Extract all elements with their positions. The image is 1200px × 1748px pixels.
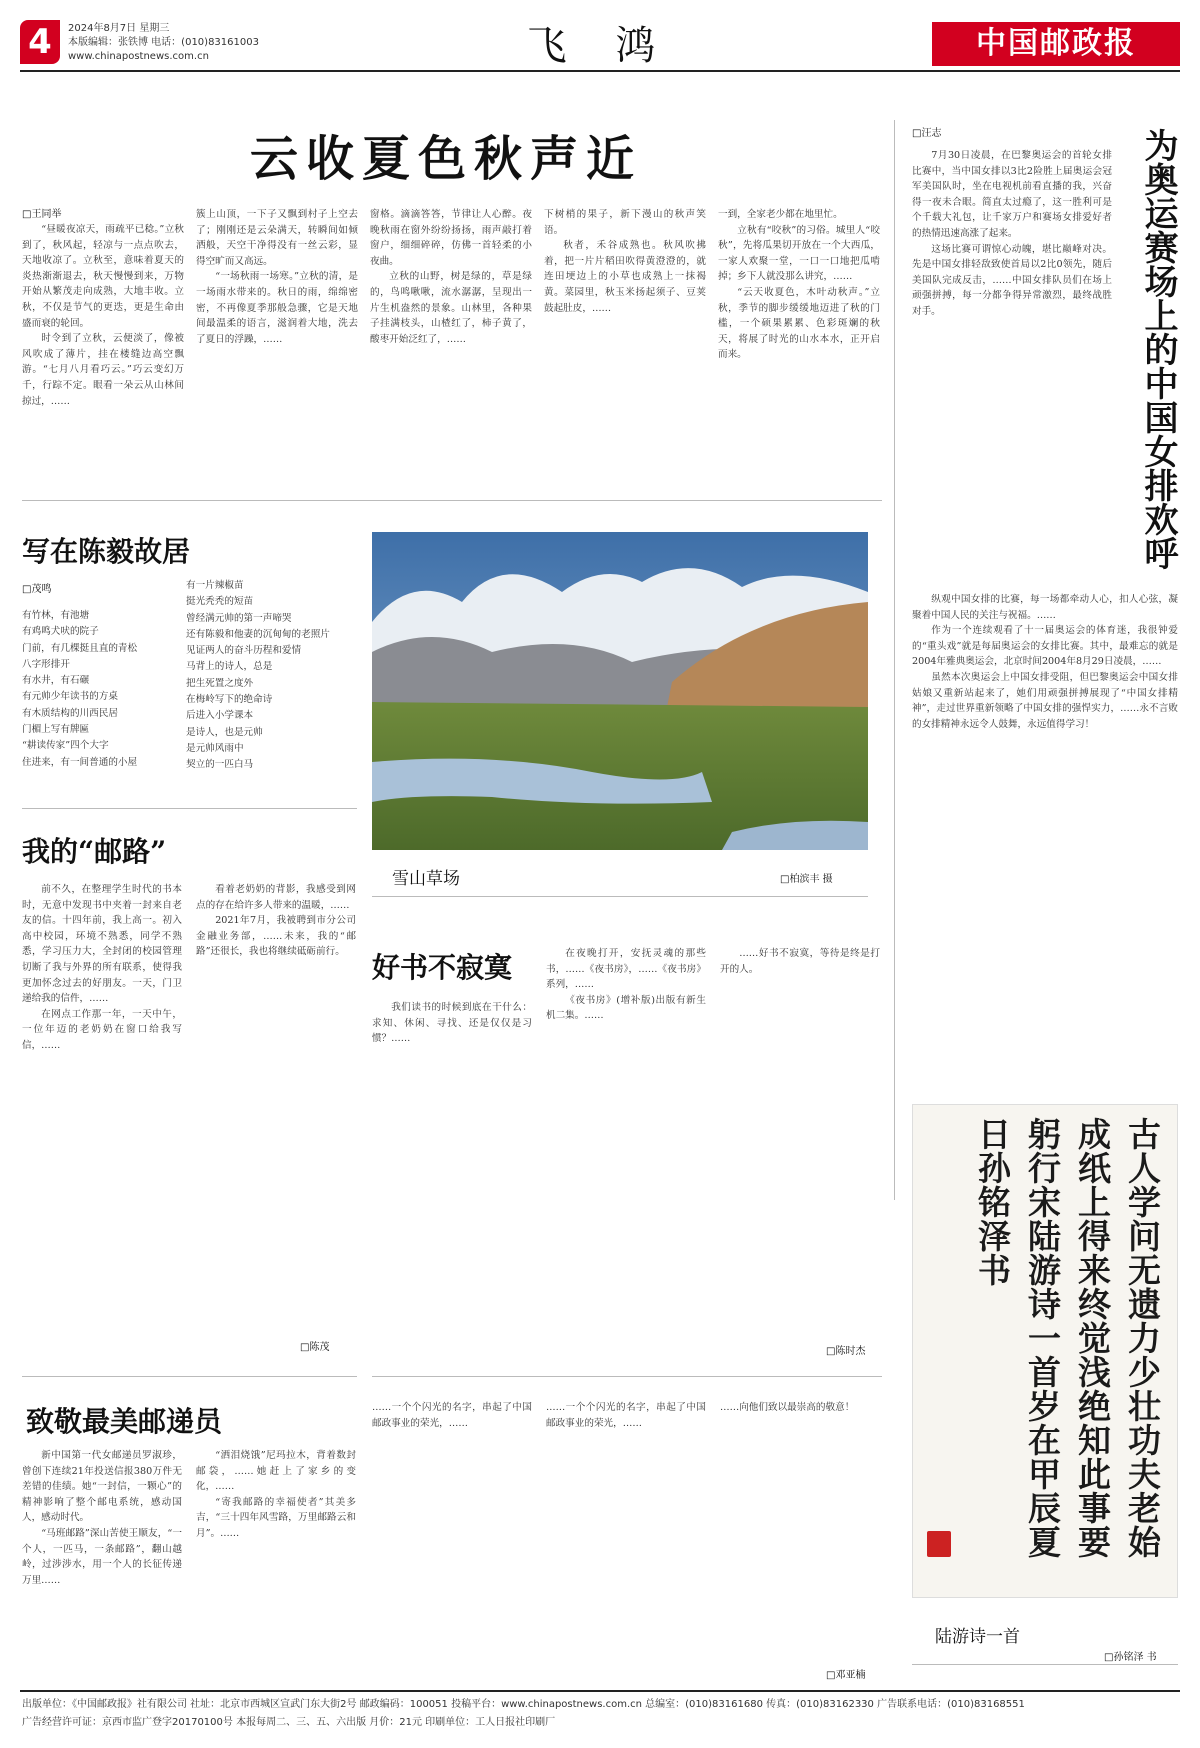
poem-line: 是诗人，也是元帅 [186,726,263,738]
byline: □王同举 [22,209,62,220]
poem-line: 门前，有几棵挺且直的青松 [22,642,138,654]
date-line: 2024年8月7日 星期三 [68,23,170,34]
calligraphy-caption: 陆游诗一首 [935,1627,1020,1647]
page-number-badge [20,20,60,64]
header-rule [20,70,1180,72]
article-title: 云收夏色秋声近 [250,131,643,187]
paragraph: 7月30日凌晨，在巴黎奥运会的首轮女排比赛中，当中国女排以3比2险胜上届奥运会冠军美国队时，坐在电视机前看直播的我，兴奋得一夜未合眼。简直太过瘾了，这一胜利可是个千载大礼包，让千家万户和赛场女排爱好者的热情迅速高涨了起来。 [912,150,1112,239]
poem-line: 八字形排开 [22,658,70,670]
poem-line: 把生死置之度外 [186,677,254,689]
paragraph: 纵观中国女排的比赛，每一场都牵动人心，扣人心弦，凝聚着中国人民的关注与祝福。…… [912,594,1178,621]
divider [912,1664,1178,1665]
paragraph: 《夜书房》(增补版)出版有新生机二集。…… [546,994,706,1022]
poem-line: 有元帅少年读书的方桌 [22,691,118,703]
a6-col-2 [196,1448,356,1682]
a6-col-4 [546,1400,706,1682]
poem-line: 挺光秃秃的短苗 [186,596,254,608]
article-title-vertical: 为奥运赛场上的中国女排欢呼 [1138,128,1178,570]
divider [22,808,357,809]
paragraph: 立秋有“咬秋”的习俗。城里人“咬秋”，先将瓜果切开放在一个大西瓜，一家人欢聚一堂，一口一口地把瓜啃掉；乡下人就没那么讲究，…… [718,224,880,283]
poem-line: 马背上的诗人，总是 [186,661,273,673]
calligraphy-credit: □孙铭泽 书 [1104,1652,1157,1663]
poem-line: 后进入小学课本 [186,710,254,722]
poem-line: 有鸡鸣犬吠的院子 [22,626,99,638]
article-title: 我的“邮路” [22,835,167,868]
paragraph: “马班邮路”深山苦使王顺友，“一个人，一匹马，一条邮路”，翻山越岭，过涉涉水，用一个人的长征传递万里…… [22,1527,182,1586]
poem-column-2 [186,578,356,774]
page-number: 4 [28,22,52,62]
divider [22,1376,357,1377]
paragraph: ……一个个闪光的名字，串起了中国邮政事业的荣光，…… [372,1402,532,1429]
paragraph: “洒泪烧饿”尼玛拉木，背着数封邮袋，……她赶上了家乡的变化，…… [196,1450,356,1493]
paragraph: “昼暖夜凉天，雨疏平已稔。”立秋到了，秋风起，轻凉与一点点吹去，天地收凉了。立秋至，意味着夏天的炎热渐渐退去，秋天慢慢到来，万物开始从繁茂走向成熟，大地丰收。立秋，不仅是节气的更迭，更是生命由盛而衰的轮回。 [22,224,184,329]
a6-col-3 [372,1400,532,1682]
seal-stamp [927,1531,951,1557]
editor-line: 本版编辑：张铁博 电话：(010)83161003 [68,37,259,48]
a6-col-5 [720,1400,880,1666]
a2-col-1 [912,148,1112,588]
paragraph: 我们读书的时候到底在干什么：求知、休闲、寻找、还是仅仅是习惯？…… [372,1002,532,1045]
paragraph: 前不久，在整理学生时代的书本时，无意中发现书中夹着一封来自老友的信。十四年前，我上高一。初入高中校园，环境不熟悉，同学不熟悉，学习压力大，全封闭的校园管理切断了我与外界的所有联系，使得我更加怀念过去的好朋友。一天，门卫递给我的信件，…… [22,884,182,1005]
footer-line-2: 广告经营许可证：京西市监广登字20170100号 本报每周二、三、五、六出版 月价：21元 印刷单位：工人日报社印刷厂 [22,1717,556,1728]
paragraph: 立秋的山野，树是绿的，草是绿的，鸟鸣啾啾，流水潺潺，呈现出一片生机盎然的景象。山林里，各种果子挂满枝头，山楂红了，柿子黄了，酸枣开始泛红了，…… [370,271,532,345]
divider [894,120,895,1200]
paragraph: 这场比赛可谓惊心动魄，堪比巅峰对决。先是中国女排轻敌致使首局以2比0领先，随后美国队完成反击，……中国女排队员们在场上顽强拼搏，每一分都争得异常激烈，最终战胜对手。 [912,243,1112,317]
article-title: 写在陈毅故居 [22,535,191,568]
byline: □茂鸣 [22,584,52,595]
paragraph: 窗格。滴滴答答，节律让人心醉。夜晚秋雨在窗外纷纷扬扬，雨声敲打着窗户，细细碎碎，仿佛一首轻柔的小夜曲。 [370,209,532,267]
landscape-photo [372,532,868,850]
calligraphy-artwork [912,1104,1178,1598]
poem-line: 门楣上写有牌匾 [22,724,90,736]
footer-line-1: 出版单位：《中国邮政报》社有限公司 社址：北京市西城区宣武门东大街2号 邮政编码：100051 投稿平台：www.chinapostnews.com.cn 总编室：(010)83161680 传真：(010)83162330 广告联系电话：(010)83168551 [22,1699,1025,1710]
paper-name: 中国邮政报 [932,22,1180,66]
divider [22,500,882,501]
paragraph: 下树梢的果子，新下漫山的秋声笑语。 [544,209,706,236]
website[interactable]: www.chinapostnews.com.cn [68,51,209,62]
a5-col-1 [372,1000,532,1360]
a5-col-2 [546,946,706,1360]
byline: □陈时杰 [826,1346,866,1357]
poem-line: 是元帅风雨中 [186,742,244,754]
paragraph: 一到，全家老少都在地里忙。 [718,209,843,220]
poem-column-1 [22,608,182,771]
poem-line: “耕读传家”四个大字 [22,740,109,752]
a1-col-3 [370,207,532,484]
byline: □陈茂 [300,1342,330,1353]
paragraph: 作为一个连续观看了十一届奥运会的体育迷，我很钟爱的“重头戏”就是每届奥运会的女排比赛。其中，最难忘的就是2004年雅典奥运会，北京时间2004年8月29日凌晨，…… [912,625,1178,668]
paragraph: “寄我邮路的幸福使者”其美多吉，“三十四年风雪路，万里邮路云和月”。…… [196,1496,356,1539]
poem-line: 有一片辣椒苗 [186,580,244,591]
a1-col-2 [196,207,358,484]
poem-line: 有水井，有石碾 [22,675,90,687]
article-title: 好书不寂寞 [372,951,513,984]
paragraph: ……好书不寂寞，等待是终是打开的人。 [720,948,880,975]
header-info [68,22,259,64]
paragraph: ……向他们致以最崇高的敬意！ [720,1402,855,1413]
footer-rule [20,1690,1180,1692]
photo-credit: □柏滨丰 摄 [780,874,833,885]
poem-line: 曾经满元帅的第一声啼哭 [186,612,292,624]
paragraph: 秋者，禾谷成熟也。秋风吹拂着，把一片片稻田吹得黄澄澄的，就连田埂边上的小草也成熟上一抹褐黄。菜园里，秋玉米扬起须子、豆荚鼓起肚皮，…… [544,240,706,314]
divider [372,1376,882,1377]
a1-col-5 [718,207,880,484]
paragraph: “一场秋雨一场寒。”立秋的清，是一场雨水带来的。秋日的雨，绵绵密密，不再像夏季那般急骤，它是天地间最温柔的语言，滋润着大地，洗去了夏日的浮躁，…… [196,271,358,345]
a1-col-4 [544,207,706,484]
a4-col-1 [22,882,182,1352]
paragraph: 在夜晚打开，安抚灵魂的那些书，……《夜书房》，……《夜书房》系列，…… [546,948,706,991]
photo-caption: 雪山草场 [392,869,460,889]
a6-col-1 [22,1448,182,1682]
article-title: 致敬最美邮递员 [26,1405,223,1438]
poem-line: 住进来，有一间普通的小屋 [22,756,138,768]
calligraphy-text: 古人学问无遗力少壮功夫老始成纸上得来终觉浅绝知此事要躬行宋陆游诗一首岁在甲辰夏日孙铭泽书 [973,1117,1162,1559]
poem-line: 在梅岭写下的绝命诗 [186,694,273,706]
divider [372,896,868,897]
byline: □汪志 [912,128,942,139]
paragraph: 在网点工作那一年，一天中午，一位年迈的老奶奶在窗口给我写信，…… [22,1008,182,1051]
poem-line: 有木质结构的川西民居 [22,707,118,719]
poem-line: 契立的一匹白马 [186,759,254,771]
paragraph: 虽然本次奥运会上中国女排受阻，但巴黎奥运会中国女排姑娘又重新站起来了，她们用顽强拼搏展现了“中国女排精神”，走过世界重新领略了中国女排的强悍实力，……永不言败的女排精神永远令人鼓舞，永远值得学习！ [912,671,1178,730]
a1-col-1 [22,222,184,484]
paragraph: “云天收夏色，木叶动秋声。”立秋，季节的脚步缓缓地迈进了秋的门槛，一个硕果累累、色彩斑斓的秋天，将展了时光的山水本水，正开启而来。 [718,286,880,361]
paragraph: 2021年7月，我被聘到市分公司金融业务部，……未来，我的“邮路”还很长，我也将继续砥砺前行。 [196,915,356,958]
poem-line: 见证两人的奋斗历程和爱情 [186,645,302,657]
paragraph: 看着老奶奶的背影，我感受到网点的存在给许多人带来的温暖，…… [196,884,356,911]
byline: □邓亚楠 [826,1670,866,1681]
poem-line: 还有陈毅和他妻的沉甸甸的老照片 [186,628,330,640]
paragraph: 时令到了立秋，云便淡了，像被风吹成了薄片，挂在楼缝边高空飘游。“七月八月看巧云。”巧云变幻万千，行踪不定。眼看一朵云从山林间掠过，…… [22,333,184,407]
a5-col-3 [720,946,880,1342]
a4-col-2 [196,882,356,1338]
paragraph: 新中国第一代女邮递员罗淑珍，曾创下连续21年投送信报380万件无差错的佳绩。她“一封信，一颗心”的精神影响了整个邮电系统，感动国人，感动时代。 [22,1450,182,1524]
landscape-photo-illustration [372,532,868,850]
section-title: 飞 鸿 [526,23,674,69]
paragraph: 簇上山顶，一下子又飘到村子上空去了；刚刚还是云朵满天，转瞬间如倾洒般，天空干净得没有一丝云彩，显得空旷而又高远。 [196,209,358,267]
paragraph: ……一个个闪光的名字，串起了中国邮政事业的荣光，…… [546,1402,706,1429]
poem-line: 有竹林，有池塘 [22,610,90,621]
